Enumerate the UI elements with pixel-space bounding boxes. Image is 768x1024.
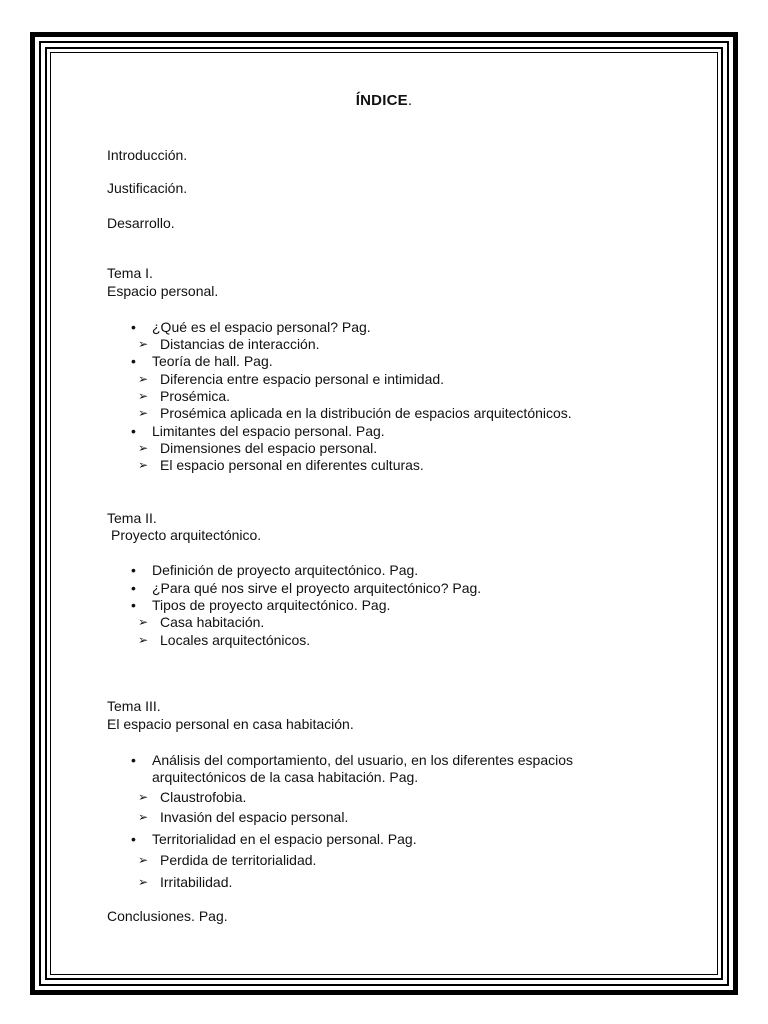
toc-subitem: Casa habitación. — [160, 614, 265, 630]
tema1-heading: Tema I. — [107, 265, 153, 281]
bullet-icon: • — [131, 319, 136, 335]
arrow-bullet-icon: ➢ — [138, 853, 149, 867]
bullet-icon: • — [131, 423, 136, 439]
toc-item: Tipos de proyecto arquitectónico. Pag. — [152, 597, 391, 613]
arrow-bullet-icon: ➢ — [138, 633, 149, 647]
tema2-subtitle: Proyecto arquitectónico. — [111, 527, 262, 543]
toc-subitem: Irritabilidad. — [160, 874, 233, 890]
arrow-bullet-icon: ➢ — [138, 406, 149, 420]
arrow-bullet-icon: ➢ — [138, 875, 149, 889]
arrow-bullet-icon: ➢ — [138, 810, 149, 824]
toc-conclusiones: Conclusiones. Pag. — [107, 908, 228, 924]
toc-item: Limitantes del espacio personal. Pag. — [152, 423, 385, 439]
toc-subitem: Dimensiones del espacio personal. — [160, 440, 378, 456]
arrow-bullet-icon: ➢ — [138, 337, 149, 351]
tema3-subtitle: El espacio personal en casa habitación. — [107, 716, 354, 732]
page-title — [0, 92, 768, 109]
arrow-bullet-icon: ➢ — [138, 389, 149, 403]
arrow-bullet-icon: ➢ — [138, 441, 149, 455]
arrow-bullet-icon: ➢ — [138, 790, 149, 804]
tema2-heading: Tema II. — [107, 510, 157, 526]
toc-subitem: Invasión del espacio personal. — [160, 809, 349, 825]
toc-justificacion: Justificación. — [107, 180, 188, 196]
bullet-icon: • — [131, 831, 136, 847]
toc-introduccion: Introducción. — [107, 147, 188, 163]
bullet-icon: • — [131, 353, 136, 369]
toc-item: ¿Qué es el espacio personal? Pag. — [152, 319, 371, 335]
tema1-subtitle: Espacio personal. — [107, 283, 219, 299]
tema3-heading: Tema III. — [107, 698, 161, 714]
bullet-icon: • — [131, 562, 136, 578]
arrow-bullet-icon: ➢ — [138, 372, 149, 386]
toc-item: Territorialidad en el espacio personal. Pag. — [152, 831, 417, 847]
toc-subitem: Claustrofobia. — [160, 789, 247, 805]
toc-item-continuation: arquitectónicos de la casa habitación. Pag. — [152, 769, 419, 785]
bullet-icon: • — [131, 580, 136, 596]
toc-item: Análisis del comportamiento, del usuario, en los diferentes espacios — [152, 752, 574, 768]
arrow-bullet-icon: ➢ — [138, 615, 149, 629]
toc-subitem: Prosémica aplicada en la distribución de espacios arquitectónicos. — [160, 405, 572, 421]
toc-subitem: Distancias de interacción. — [160, 336, 320, 352]
arrow-bullet-icon: ➢ — [138, 458, 149, 472]
toc-item: ¿Para qué nos sirve el proyecto arquitectónico? Pag. — [152, 580, 482, 596]
bullet-icon: • — [131, 597, 136, 613]
bullet-icon: • — [131, 752, 136, 768]
toc-item: Definición de proyecto arquitectónico. Pag. — [152, 562, 419, 578]
title-text: ÍNDICE — [355, 92, 408, 109]
toc-subitem: Prosémica. — [160, 388, 231, 404]
toc-subitem: Perdida de territorialidad. — [160, 852, 317, 868]
title-dot: . — [407, 92, 413, 109]
toc-subitem: Locales arquitectónicos. — [160, 632, 311, 648]
toc-subitem: El espacio personal en diferentes culturas. — [160, 457, 424, 473]
toc-desarrollo: Desarrollo. — [107, 215, 175, 231]
toc-subitem: Diferencia entre espacio personal e intimidad. — [160, 371, 445, 387]
toc-item: Teoría de hall. Pag. — [152, 353, 273, 369]
